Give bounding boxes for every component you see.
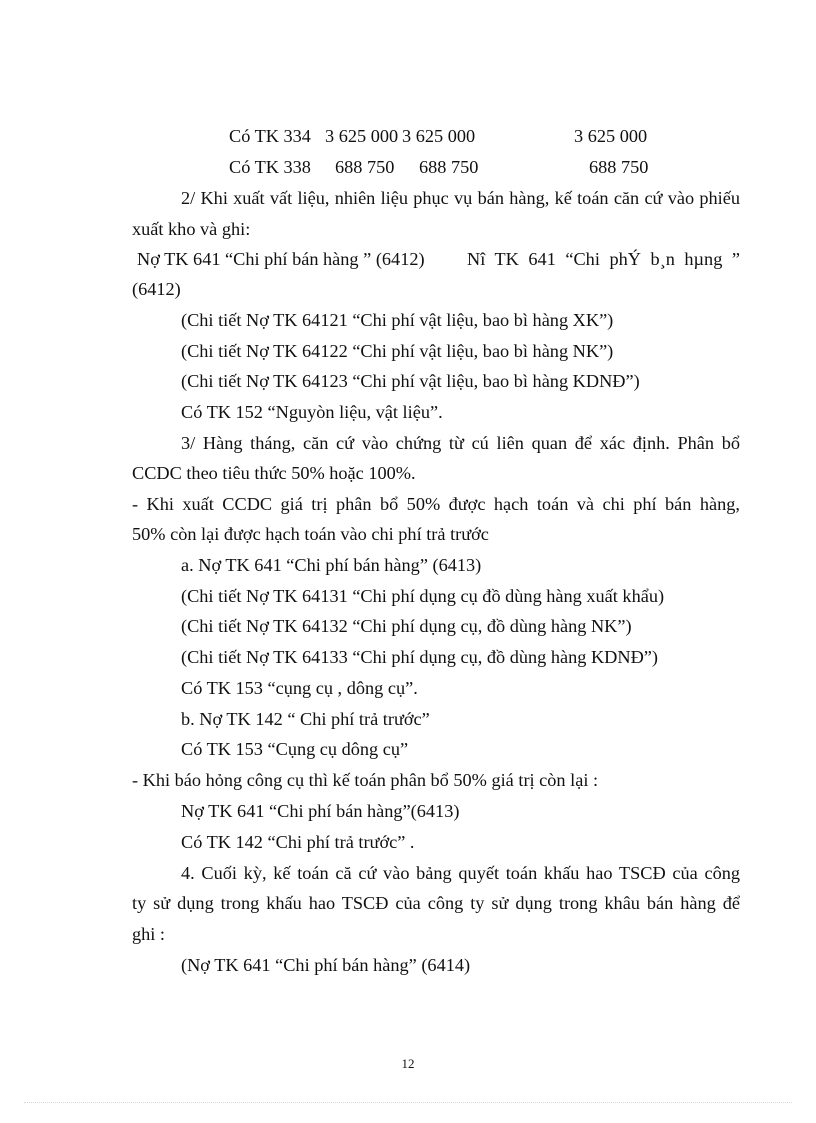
paragraph-line: 2/ Khi xuất vất liệu, nhiên liệu phục vụ bán hàng, kế toán căn cứ vào phiếu [181, 188, 740, 208]
paragraph-line: CCDC theo tiêu thức 50% hoặc 100%. [132, 463, 416, 483]
journal-entry: (Nợ TK 641 “Chi phí bán hàng” (6414) [181, 955, 471, 975]
page-bottom-divider [24, 1102, 792, 1103]
paragraph-line: xuất kho và ghi: [132, 219, 251, 239]
journal-entry: (6412) [132, 279, 181, 299]
amount-cell: 3 625 000 [325, 126, 399, 146]
paragraph-line: - Khi báo hỏng công cụ thì kế toán phân bổ 50% giá trị còn lại : [132, 770, 599, 790]
journal-entry: a. Nợ TK 641 “Chi phí bán hàng” (6413) [181, 555, 482, 575]
amount-cell: 688 750 [419, 157, 479, 177]
journal-detail: (Chi tiết Nợ TK 64133 “Chi phí dụng cụ, đồ dùng hàng KDNĐ”) [181, 647, 658, 667]
paragraph-line: ty sử dụng trong khấu hao TSCĐ của công ty sử dụng trong khâu bán hàng để [132, 893, 740, 913]
amount-cell: 688 750 [335, 157, 395, 177]
page-number: 12 [401, 1056, 415, 1071]
amount-cell: 3 625 000 [402, 126, 476, 146]
journal-entry: Có TK 152 “Nguyòn liệu, vật liệu”. [181, 402, 443, 422]
paragraph-line: 4. Cuối kỳ, kế toán că cứ vào bảng quyết toán khấu hao TSCĐ của công [181, 863, 740, 883]
journal-entry: Có TK 153 “Cụng cụ dông cụ” [181, 739, 409, 759]
amount-cell: 3 625 000 [574, 126, 648, 146]
amount-cell: 688 750 [589, 157, 649, 177]
paragraph-line: ghi : [132, 924, 166, 944]
journal-detail: (Chi tiết Nợ TK 64121 “Chi phí vật liệu, bao bì hàng XK”) [181, 310, 614, 330]
paragraph-line: 50% còn lại được hạch toán vào chi phí trả trước [132, 524, 489, 544]
journal-entry: Nợ TK 641 “Chi phí bán hàng ” (6412) [137, 249, 425, 269]
paragraph-line: 3/ Hàng tháng, căn cứ vào chứng từ cú liên quan để xác định. Phân bổ [181, 433, 740, 453]
journal-entry: Có TK 153 “cụng cụ , dông cụ”. [181, 678, 418, 698]
account-label: Có TK 338 [229, 157, 311, 177]
journal-entry: Nî TK 641 “Chi phÝ b¸n hµng ” [467, 249, 740, 269]
journal-detail: (Chi tiết Nợ TK 64132 “Chi phí dụng cụ, đồ dùng hàng NK”) [181, 616, 632, 636]
account-label: Có TK 334 [229, 126, 311, 146]
paragraph-line: - Khi xuất CCDC giá trị phân bổ 50% được hạch toán và chi phí bán hàng, [132, 494, 740, 514]
journal-entry: b. Nợ TK 142 “ Chi phí trả trước” [181, 709, 430, 729]
journal-detail: (Chi tiết Nợ TK 64131 “Chi phí dụng cụ đồ dùng hàng xuất khẩu) [181, 586, 665, 606]
journal-entry: Nợ TK 641 “Chi phí bán hàng”(6413) [181, 801, 460, 821]
journal-detail: (Chi tiết Nợ TK 64123 “Chi phí vật liệu, bao bì hàng KDNĐ”) [181, 371, 640, 391]
journal-detail: (Chi tiết Nợ TK 64122 “Chi phí vật liệu, bao bì hàng NK”) [181, 341, 614, 361]
journal-entry: Có TK 142 “Chi phí trả trước” . [181, 832, 415, 852]
